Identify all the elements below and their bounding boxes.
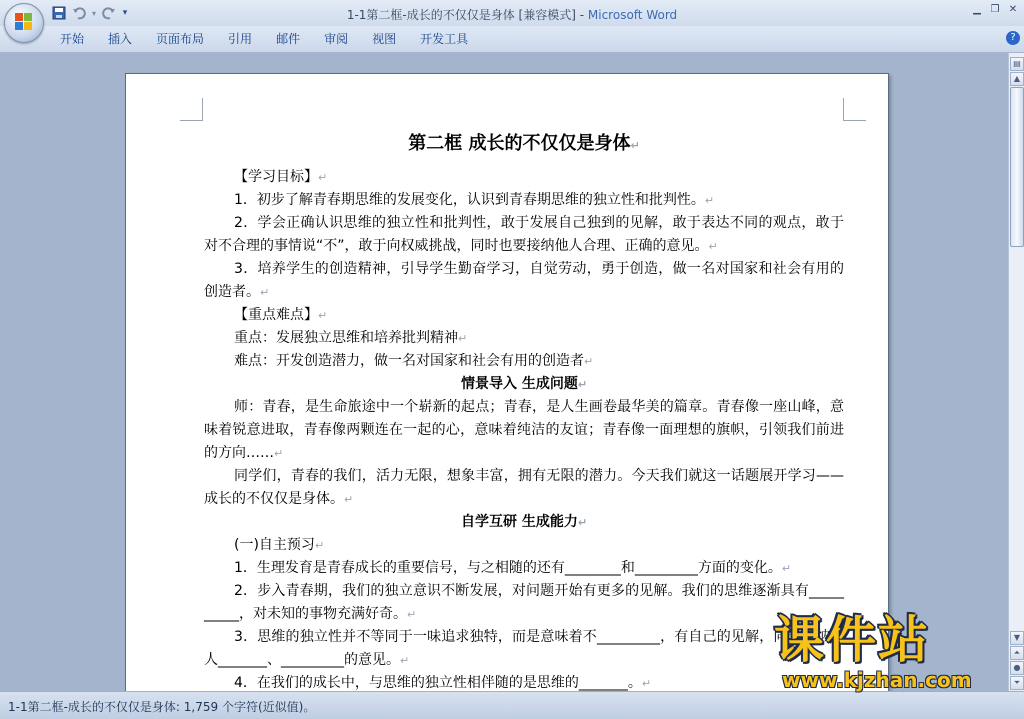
tab-developer[interactable]: 开发工具 [420,32,469,46]
next-page-icon[interactable]: ⏷ [1010,676,1024,690]
paragraph: 4．在我们的成长中，与思维的独立性相伴随的是思维的_______。↵ [234,675,652,691]
paragraph: 1．生理发育是青春成长的重要信号，与之相随的还有________和_________方面的变化。↵ [234,560,792,576]
paragraph: 【学习目标】↵ [234,169,328,185]
margin-corner-mark [180,98,203,121]
paragraph: 2．学会正确认识思维的独立性和批判性，敢于发展自己独到的见解，敢于表达不同的观点，敢于对不合理的事情说“不”，敢于向权威挑战，同时也要接纳他人合理、正确的意见。↵ [204,215,844,254]
customize-toolbar-icon[interactable]: ▾ [122,8,128,18]
title-separator: - [575,8,588,22]
document-page[interactable] [125,73,889,691]
tab-insert[interactable]: 插入 [108,32,133,46]
section-heading: 情景导入 生成问题↵ [460,376,588,392]
paragraph: (一)自主预习↵ [234,537,325,553]
paragraph: 难点：开发创造潜力，做一名对国家和社会有用的创造者↵ [234,353,594,369]
paragraph: 【重点难点】↵ [234,307,328,323]
ribbon [0,26,1024,53]
document-heading: 第二框 成长的不仅仅是身体↵ [408,133,640,154]
undo-dropdown-icon[interactable]: ▾ [91,8,96,18]
tab-references[interactable]: 引用 [228,32,253,46]
help-icon[interactable]: ? [1006,31,1020,45]
margin-corner-mark [843,98,866,121]
paragraph: 师：青春，是生命旅途中一个崭新的起点；青春，是人生画卷最华美的篇章。青春像一座山峰，意味着锐意进取，青春像两颗连在一起的心，意味着纯洁的友谊；青春像一面理想的旗帜，引领我们前进的方向……↵ [204,399,844,461]
minimize-icon[interactable]: ▁ [973,3,981,15]
app-name: Microsoft Word [587,8,678,22]
watermark-url: www.kjzhan.com [782,668,972,692]
close-icon[interactable]: ✕ [1008,3,1018,15]
tab-mailings[interactable]: 邮件 [276,32,301,46]
watermark-logo [774,612,1006,694]
word-count-status[interactable]: 1-1第二框-成长的不仅仅是身体: 1,759 个字符(近似值)。 [8,700,316,714]
tab-review[interactable]: 审阅 [324,32,349,46]
paragraph: 3．思维的独立性并不等同于一味追求独特，而是意味着不_________，有自己的见解，同时接纳他人_______、_________的意见。↵ [204,629,844,668]
view-ruler-icon[interactable]: ▤ [1010,57,1024,71]
previous-page-icon[interactable]: ⏶ [1010,646,1024,660]
document-workspace [0,53,1008,691]
section-heading: 自学互研 生成能力↵ [460,514,588,530]
restore-icon[interactable]: ❐ [990,3,1000,15]
window-title [0,6,1024,23]
tab-page-layout[interactable]: 页面布局 [156,32,205,46]
ribbon-tabs [48,31,480,47]
paragraph: 2．步入青春期，我们的独立意识不断发展，对问题开始有更多的见解。我们的思维逐渐具有__________，对未知的事物充满好奇。↵ [204,583,844,622]
paragraph: 1．初步了解青春期思维的发展变化，认识到青春期思维的独立性和批判性。↵ [234,192,715,208]
paragraph: 重点：发展独立思维和培养批判精神↵ [234,330,468,346]
watermark-title: 课件站 [774,611,930,669]
title-bar [0,0,1024,26]
tab-view[interactable]: 视图 [372,32,397,46]
document-name: 1-1第二框-成长的不仅仅是身体 [兼容模式] [346,8,576,22]
scroll-down-icon[interactable]: ▼ [1010,631,1024,645]
office-button[interactable] [4,3,44,43]
tab-home[interactable]: 开始 [60,32,85,46]
scroll-up-icon[interactable]: ▲ [1010,72,1024,86]
paragraph: 同学们，青春的我们，活力无限，想象丰富，拥有无限的潜力。今天我们就这一话题展开学习——成长的不仅仅是身体。↵ [204,468,844,507]
paragraph: 3．培养学生的创造精神，引导学生勤奋学习，自觉劳动，勇于创造，做一名对国家和社会有用的创造者。↵ [204,261,844,300]
window-controls [970,2,1020,16]
select-browse-object-icon[interactable]: ● [1010,661,1024,675]
vertical-scrollbar[interactable] [1008,53,1024,691]
office-logo-icon [15,13,33,31]
scroll-thumb[interactable] [1010,87,1024,247]
status-bar [0,691,1024,719]
document-body[interactable] [204,126,844,691]
